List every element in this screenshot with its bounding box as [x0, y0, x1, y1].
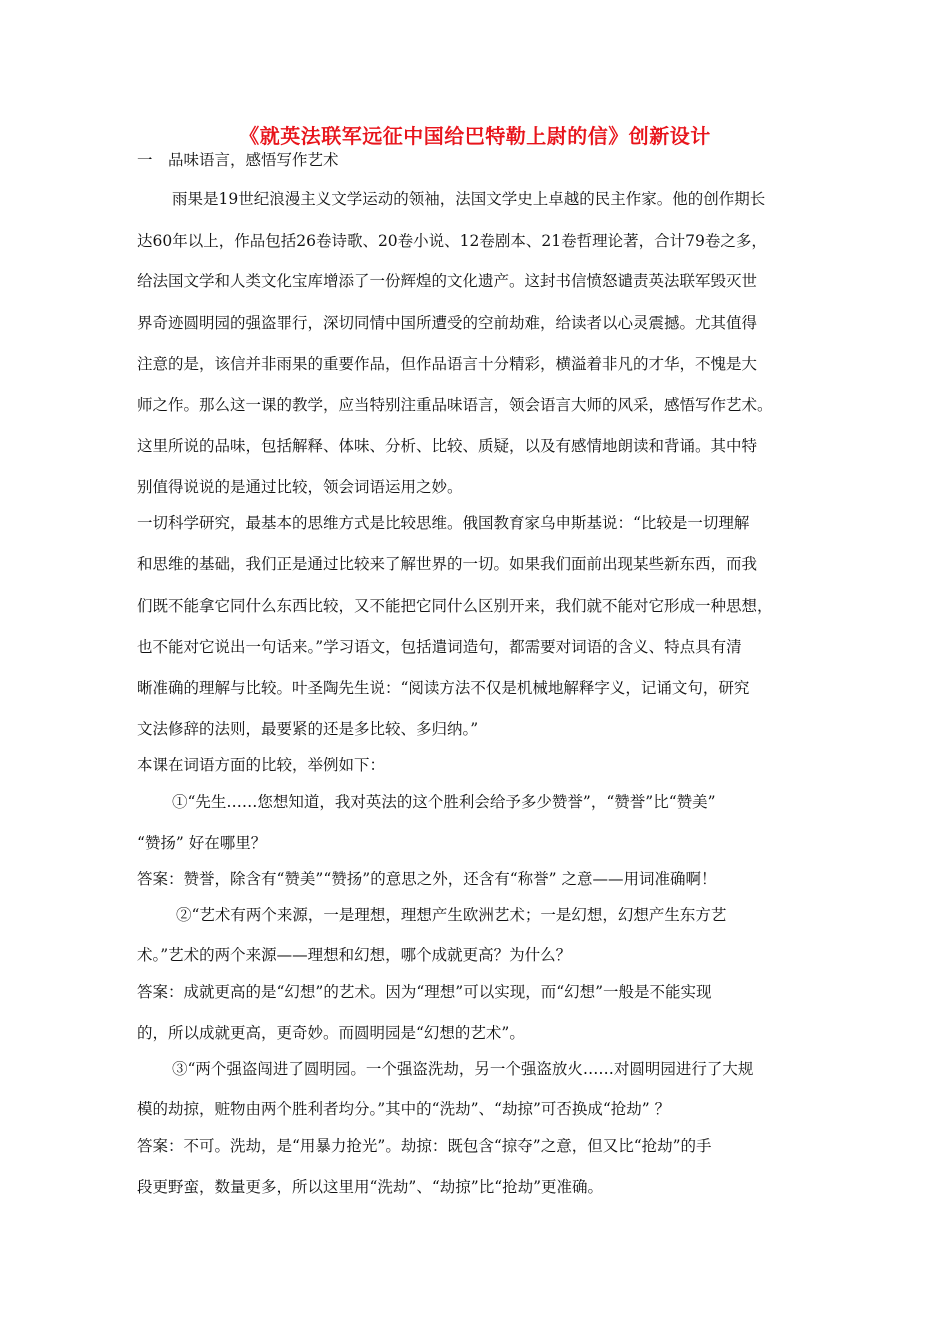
paragraph-line: 这里所说的品味，包括解释、体味、分析、比较、质疑，以及有感情地朗读和背诵。其中特 [137, 437, 758, 455]
question-3-line: ③“两个强盗闯进了圆明园。一个强盗洗劫，另一个强盗放火……对圆明园进行了大规 [172, 1060, 754, 1078]
answer-1-line: 答案：赞誉，除含有“赞美”“赞扬”的意思之外，还含有“称誉” 之意——用词准确啊！ [137, 870, 717, 888]
paragraph-line: 界奇迹圆明园的强盗罪行，深切同情中国所遭受的空前劫难，给读者以心灵震撼。尤其值得 [137, 314, 758, 332]
paragraph-line: 雨果是19世纪浪漫主义文学运动的领袖，法国文学史上卓越的民主作家。他的创作期长 [172, 190, 766, 208]
answer-3-line: 答案：不可。洗劫，是“用暴力抢光”。劫掠：既包含“掠夺”之意，但又比“抢劫”的手 [137, 1137, 712, 1155]
answer-3-line: 段更野蛮，数量更多，所以这里用“洗劫”、“劫掠”比“抢劫”更准确。 [137, 1178, 604, 1196]
question-3-line: 模的劫掠，赃物由两个胜利者均分。”其中的“洗劫”、“劫掠”可否换成“抢劫” ？ [137, 1100, 671, 1118]
question-2-line: ②“艺术有两个来源，一是理想，理想产生欧洲艺术；一是幻想，幻想产生东方艺 [176, 906, 727, 924]
question-1-line: “赞扬” 好在哪里？ [137, 834, 267, 852]
paragraph-line: 达60年以上，作品包括26卷诗歌、20卷小说、12卷剧本、21卷哲理论著，合计79卷之多， [137, 232, 767, 250]
paragraph-line: 给法国文学和人类文化宝库增添了一份辉煌的文化遗产。这封书信愤怒谴责英法联军毁灭世 [137, 272, 758, 290]
paragraph-line: 一切科学研究，最基本的思维方式是比较思维。俄国教育家乌申斯基说：“比较是一切理解 [137, 514, 750, 532]
paragraph-line: 师之作。那么这一课的教学，应当特别注重品味语言，领会语言大师的风采，感悟写作艺术。 [137, 396, 773, 414]
paragraph-line: 也不能对它说出一句话来。”学习语文，包括遣词造句，都需要对词语的含义、特点具有清 [137, 638, 742, 656]
paragraph-line: 文法修辞的法则，最要紧的还是多比较、多归纳。” [137, 720, 479, 738]
paragraph-line: 和思维的基础，我们正是通过比较来了解世界的一切。如果我们面前出现某些新东西，而我 [137, 555, 758, 573]
question-2-line: 术。”艺术的两个来源——理想和幻想，哪个成就更高？为什么？ [137, 946, 572, 964]
question-1-line: ①“先生……您想知道，我对英法的这个胜利会给予多少赞誉”，“赞誉”比“赞美” [172, 793, 716, 811]
answer-2-line: 的，所以成就更高，更奇妙。而圆明园是“幻想的艺术”。 [137, 1024, 525, 1042]
paragraph-line: 们既不能拿它同什么东西比较，又不能把它同什么区别开来，我们就不能对它形成一种思想， [137, 597, 773, 615]
section-heading: 一 品味语言，感悟写作艺术 [137, 151, 339, 169]
examples-intro: 本课在词语方面的比较，举例如下： [137, 756, 386, 774]
paragraph-line: 注意的是，该信并非雨果的重要作品，但作品语言十分精彩，横溢着非凡的才华，不愧是大 [137, 355, 758, 373]
answer-2-line: 答案：成就更高的是“幻想”的艺术。因为“理想”可以实现，而“幻想”一般是不能实现 [137, 983, 712, 1001]
paragraph-line: 别值得说说的是通过比较，领会词语运用之妙。 [137, 478, 463, 496]
paragraph-line: 晰准确的理解与比较。叶圣陶先生说：“阅读方法不仅是机械地解释字义，记诵文句，研究 [137, 679, 750, 697]
document-title: 《就英法联军远征中国给巴特勒上尉的信》创新设计 [239, 124, 711, 148]
